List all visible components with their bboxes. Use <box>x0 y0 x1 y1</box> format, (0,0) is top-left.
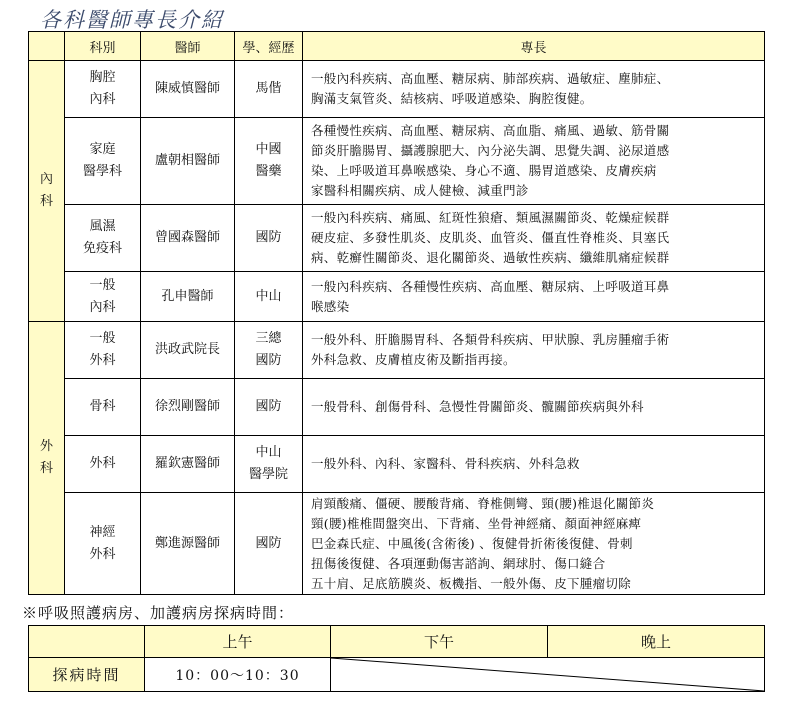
row-doctor: 陳威慎醫師 <box>141 61 235 118</box>
table-row <box>29 118 765 205</box>
row-specialty: 一般 外科 <box>65 322 141 379</box>
row-education: 國防 <box>235 205 303 272</box>
visit-row <box>29 658 765 692</box>
page-title: 各科醫師專長介紹 <box>40 8 224 32</box>
header-dept-blank <box>29 32 65 61</box>
row-specialty: 外科 <box>65 436 141 493</box>
visit-header-evening: 晚上 <box>548 626 765 658</box>
visit-header-blank <box>29 626 145 658</box>
table-header-row <box>29 32 765 61</box>
row-education: 國防 <box>235 379 303 436</box>
row-expertise: 一般內科疾病、痛風、紅斑性狼瘡、類風濕關節炎、乾燥症候群 硬皮症、多發性肌炎、皮肌炎、血管炎、僵直性脊椎炎、貝塞氏 病、乾癬性關節炎、退化關節炎、過敏性疾病、纖維肌痛症候群 <box>303 205 765 272</box>
table-row <box>29 493 765 595</box>
header-doctor: 醫師 <box>141 32 235 61</box>
specialty-table <box>28 31 765 595</box>
dept-internal: 內 科 <box>29 61 65 322</box>
row-specialty: 風濕 免疫科 <box>65 205 141 272</box>
table-row <box>29 436 765 493</box>
visit-header-row <box>29 626 765 658</box>
visit-row-label: 探病時間 <box>29 658 145 692</box>
table-row <box>29 61 765 118</box>
header-education: 學、經歷 <box>235 32 303 61</box>
row-doctor: 洪政武院長 <box>141 322 235 379</box>
table-row <box>29 272 765 322</box>
row-expertise: 肩頸酸痛、僵硬、腰酸背痛、脊椎側彎、頸(腰)椎退化關節炎 頸(腰)椎椎間盤突出、下背痛、坐骨神經痛、顏面神經麻痺 巴金森氏症、中風後(含術後) 、復健骨折術後復健、骨刺 扭傷後復健、各項運動傷害諮詢、網球肘、傷口縫合 五十肩、足底筋膜炎、板機指、一般外傷、皮下腫瘤切除 <box>303 493 765 595</box>
table-row <box>29 322 765 379</box>
visit-morning-time: 10：00～10：30 <box>145 658 331 692</box>
row-doctor: 羅欽憲醫師 <box>141 436 235 493</box>
row-doctor: 孔申醫師 <box>141 272 235 322</box>
row-expertise: 一般外科、肝膽腸胃科、各類骨科疾病、甲狀腺、乳房腫瘤手術 外科急救、皮膚植皮術及斷指再接。 <box>303 322 765 379</box>
row-education: 中山 <box>235 272 303 322</box>
row-expertise: 一般內科疾病、高血壓、糖尿病、肺部疾病、過敏症、塵肺症、 胸滿支氣管炎、結核病、呼吸道感染、胸腔復健。 <box>303 61 765 118</box>
row-education: 馬偕 <box>235 61 303 118</box>
dept-surgery: 外 科 <box>29 322 65 595</box>
row-expertise: 一般內科疾病、各種慢性疾病、高血壓、糖尿病、上呼吸道耳鼻 喉感染 <box>303 272 765 322</box>
header-expertise: 專長 <box>303 32 765 61</box>
row-education: 國防 <box>235 493 303 595</box>
table-row <box>29 205 765 272</box>
diagonal-strike <box>331 658 764 691</box>
row-specialty: 一般 內科 <box>65 272 141 322</box>
visit-afternoon-evening-blank <box>331 658 765 692</box>
row-specialty: 胸腔 內科 <box>65 61 141 118</box>
row-education: 中山 醫學院 <box>235 436 303 493</box>
row-specialty: 神經 外科 <box>65 493 141 595</box>
header-specialty: 科別 <box>65 32 141 61</box>
row-expertise: 各種慢性疾病、高血壓、糖尿病、高血脂、痛風、過敏、筋骨關 節炎肝膽腸胃、攝護腺肥大、內分泌失調、思覺失調、泌尿道感 染、上呼吸道耳鼻喉感染、身心不適、腸胃道感染、皮膚疾病 家醫科相關疾病、成人健檢、減重門診 <box>303 118 765 205</box>
row-specialty: 家庭 醫學科 <box>65 118 141 205</box>
row-education: 三總 國防 <box>235 322 303 379</box>
table-row <box>29 379 765 436</box>
visiting-hours-note: ※呼吸照護病房、加護病房探病時間： <box>22 604 295 622</box>
row-education: 中國 醫藥 <box>235 118 303 205</box>
row-expertise: 一般外科、內科、家醫科、骨科疾病、外科急救 <box>303 436 765 493</box>
row-doctor: 盧朝相醫師 <box>141 118 235 205</box>
visit-header-afternoon: 下午 <box>331 626 548 658</box>
visit-header-morning: 上午 <box>145 626 331 658</box>
row-specialty: 骨科 <box>65 379 141 436</box>
row-doctor: 曾國森醫師 <box>141 205 235 272</box>
row-doctor: 徐烈剛醫師 <box>141 379 235 436</box>
row-doctor: 鄭進源醫師 <box>141 493 235 595</box>
row-expertise: 一般骨科、創傷骨科、急慢性骨關節炎、髖關節疾病與外科 <box>303 379 765 436</box>
visiting-hours-table <box>28 625 765 692</box>
